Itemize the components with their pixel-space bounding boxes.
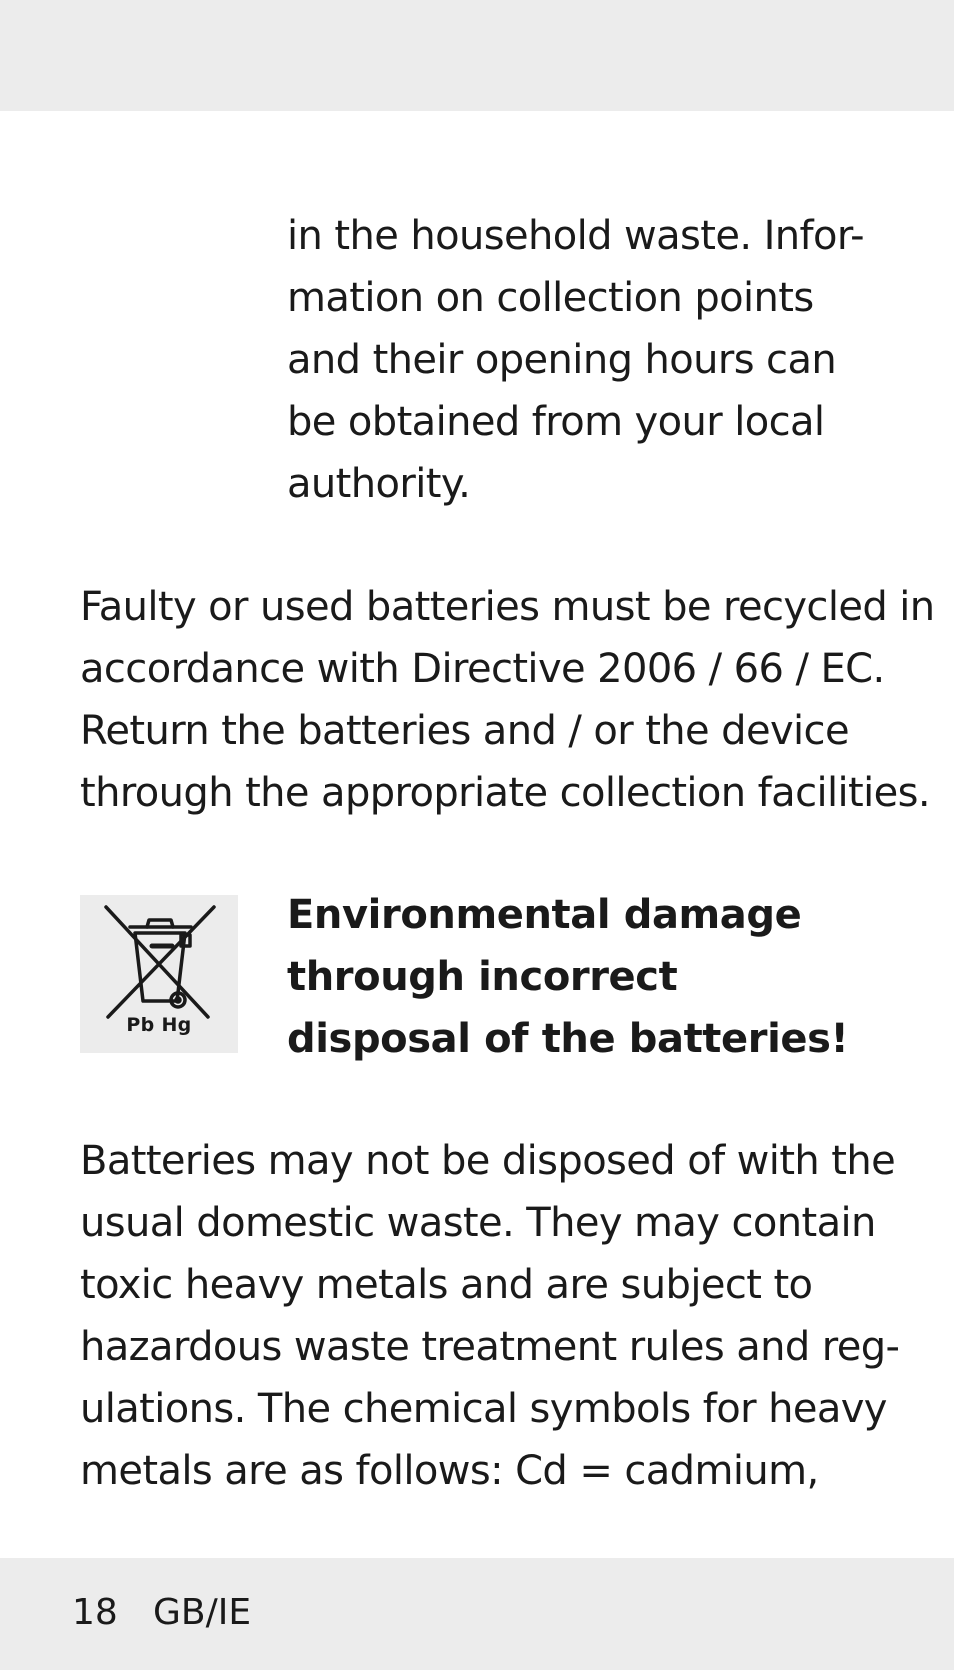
warning-line: disposal of the batteries!	[287, 1016, 849, 1062]
warning-line: through incorrect	[287, 954, 678, 1000]
icon-label: Pb Hg	[126, 1014, 192, 1036]
paragraph-line: ulations. The chemical symbols for heavy	[80, 1386, 887, 1432]
paragraph-line: hazardous waste treatment rules and reg-	[80, 1324, 900, 1370]
header-band	[0, 0, 954, 111]
intro-line: authority.	[287, 461, 471, 507]
region-code: GB/IE	[153, 1592, 252, 1633]
intro-line: be obtained from your local	[287, 399, 825, 445]
intro-line: in the household waste. Infor-	[287, 213, 865, 259]
paragraph-line: Batteries may not be disposed of with the	[80, 1138, 896, 1184]
intro-line: mation on collection points	[287, 275, 814, 321]
paragraph-line: accordance with Directive 2006 / 66 / EC.	[80, 646, 885, 692]
paragraph-line: toxic heavy metals and are subject to	[80, 1262, 813, 1308]
crossed-out-wheelie-bin-icon	[80, 895, 238, 1053]
paragraph-line: Return the batteries and / or the device	[80, 708, 849, 754]
footer-band	[0, 1558, 954, 1670]
paragraph-line: Faulty or used batteries must be recycled in	[80, 584, 935, 630]
paragraph-line: through the appropriate collection facilities.	[80, 770, 930, 816]
paragraph-line: metals are as follows: Cd = cadmium,	[80, 1448, 819, 1494]
page-number: 18	[72, 1592, 118, 1633]
intro-line: and their opening hours can	[287, 337, 837, 383]
paragraph-line: usual domestic waste. They may contain	[80, 1200, 876, 1246]
warning-line: Environmental damage	[287, 892, 802, 938]
